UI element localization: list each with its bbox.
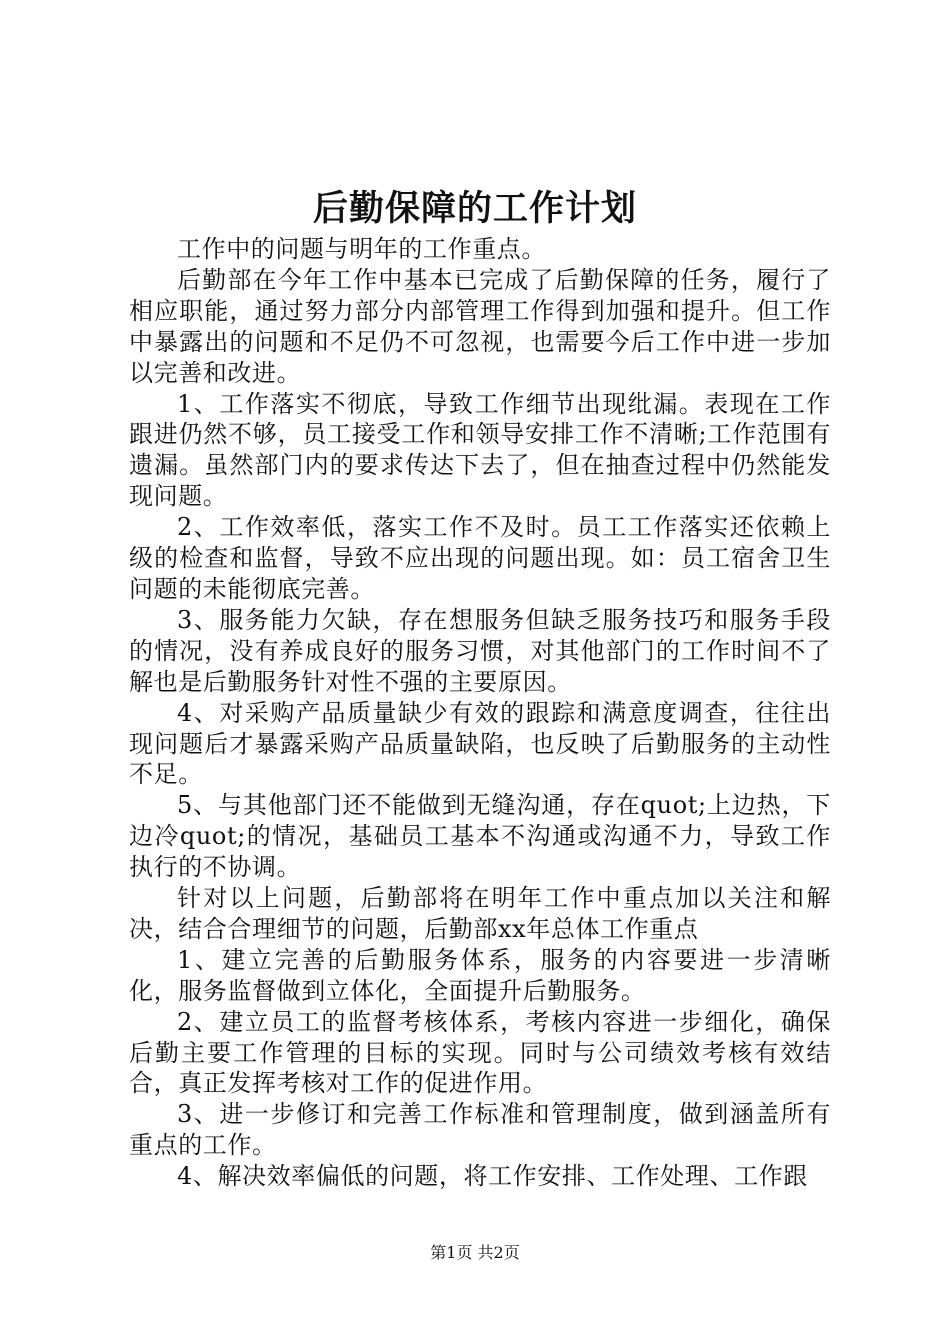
paragraph: 3、服务能力欠缺，存在想服务但缺乏服务技巧和服务手段的情况，没有养成良好的服务习惯，对其他部门的工作时间不了解也是后勤服务针对性不强的主要原因。 [129, 605, 831, 696]
paragraph: 4、对采购产品质量缺少有效的跟踪和满意度调查，往往出现问题后才暴露采购产品质量缺陷，也反映了后勤服务的主动性不足。 [129, 698, 831, 789]
paragraph: 后勤部在今年工作中基本已完成了后勤保障的任务，履行了相应职能，通过努力部分内部管理工作得到加强和提升。但工作中暴露出的问题和不足仍不可忽视，也需要今后工作中进一步加以完善和改进。 [129, 265, 831, 387]
paragraph: 2、工作效率低，落实工作不及时。员工工作落实还依赖上级的检查和监督，导致不应出现的问题出现。如：员工宿舍卫生问题的未能彻底完善。 [129, 513, 831, 603]
paragraph: 1、工作落实不彻底，导致工作细节出现纰漏。表现在工作跟进仍然不够，员工接受工作和领导安排工作不清晰;工作范围有遗漏。虽然部门内的要求传达下去了，但在抽查过程中仍然能发现问题。 [129, 389, 831, 511]
paragraph: 5、与其他部门还不能做到无缝沟通，存在quot;上边热，下边冷quot;的情况，基础员工基本不沟通或沟通不力，导致工作执行的不协调。 [129, 791, 831, 882]
document-title: 后勤保障的工作计划 [312, 188, 637, 229]
paragraph: 2、建立员工的监督考核体系，考核内容进一步细化，确保后勤主要工作管理的目标的实现。同时与公司绩效考核有效结合，真正发挥考核对工作的促进作用。 [129, 1007, 831, 1098]
paragraph: 1、建立完善的后勤服务体系，服务的内容要进一步清晰化，服务监督做到立体化，全面提升后勤服务。 [129, 945, 831, 1005]
page-number-footer: 第1页 共2页 [430, 1243, 520, 1262]
paragraph: 4、解决效率偏低的问题，将工作安排、工作处理、工作跟 [177, 1162, 808, 1191]
paragraph: 针对以上问题，后勤部将在明年工作中重点加以关注和解决，结合合理细节的问题，后勤部xx年总体工作重点 [129, 884, 831, 943]
document-body [129, 234, 831, 1192]
paragraph: 工作中的问题与明年的工作重点。 [177, 235, 546, 263]
paragraph: 3、进一步修订和完善工作标准和管理制度，做到涵盖所有重点的工作。 [129, 1100, 831, 1160]
